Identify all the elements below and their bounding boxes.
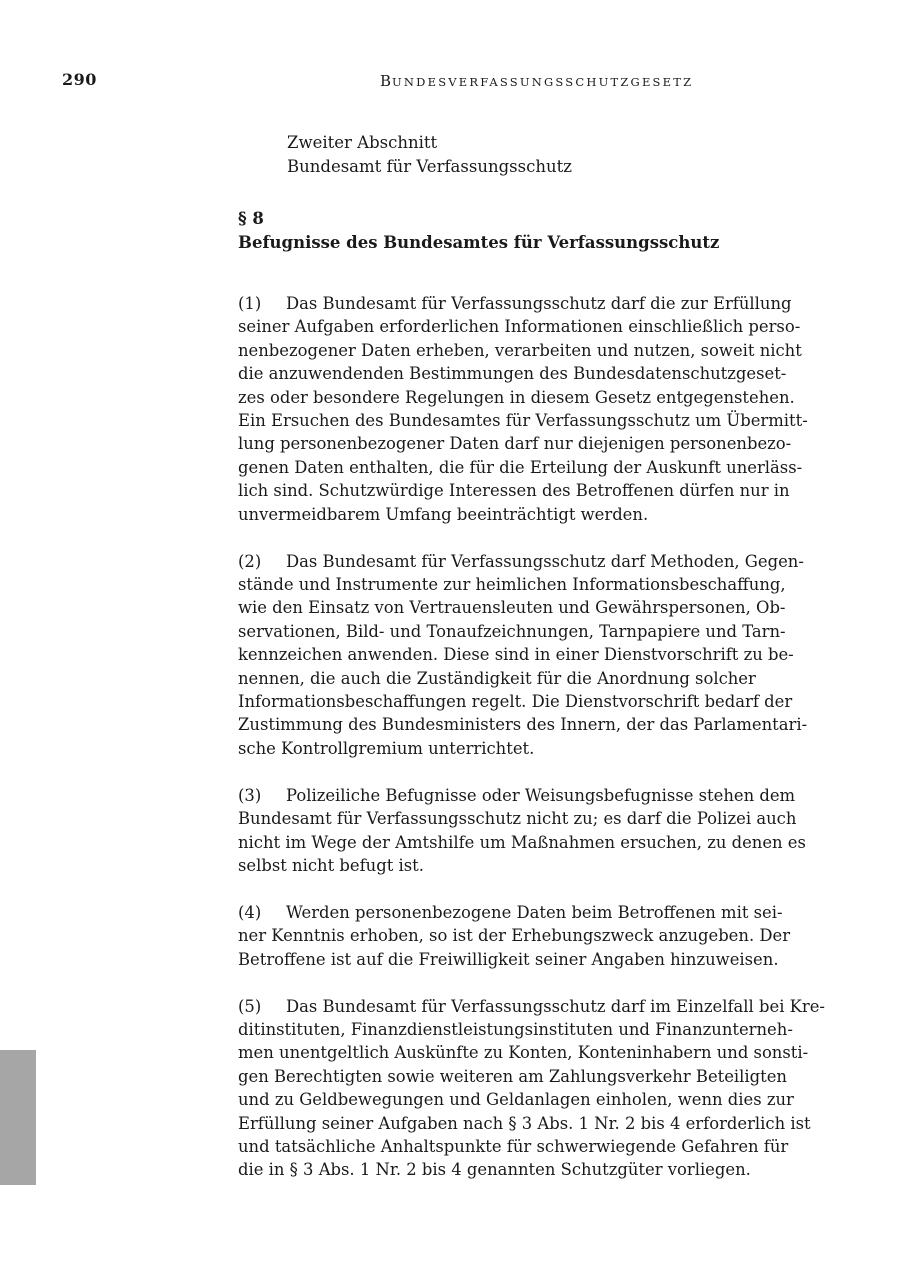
paragraph-line: [238, 409, 808, 432]
paragraph-text: zes oder besondere Regelungen in diesem Gesetz entgegenstehen.: [238, 387, 795, 407]
paragraph-text: Das Bundesamt für Verfassungsschutz darf die zur Erfüllung: [286, 294, 792, 313]
paragraph-text: nennen, die auch die Zuständigkeit für die Anordnung solcher: [238, 668, 756, 688]
running-header: [380, 72, 693, 90]
paragraph-text: Informationsbeschaffungen regelt. Die Dienstvorschrift bedarf der: [238, 692, 793, 711]
paragraph-line: [238, 784, 808, 807]
paragraph-3: [238, 784, 808, 878]
paragraph-text: und zu Geldbewegungen und Geldanlagen einholen, wenn dies zur: [238, 1090, 794, 1110]
paragraph-text: die in § 3 Abs. 1 Nr. 2 bis 4 genannten Schutzgüter vorliegen.: [238, 1160, 751, 1180]
paragraph-text: servationen, Bild- und Tonaufzeichnungen, Tarnpapiere und Tarn-: [238, 621, 786, 641]
paragraph-line: [238, 807, 808, 830]
paragraph-text: seiner Aufgaben erforderlichen Informationen einschließlich perso-: [238, 317, 801, 337]
paragraph-line: [238, 596, 808, 619]
paragraph-text: Erfüllung seiner Aufgaben nach § 3 Abs. 1 Nr. 2 bis 4 erforderlich ist: [238, 1113, 811, 1133]
paragraph-text: und tatsächliche Anhaltspunkte für schwerwiegende Gefahren für: [238, 1137, 789, 1156]
paragraph-line: [238, 620, 808, 643]
paragraph-line: [238, 1158, 808, 1181]
page-number: 290: [62, 70, 97, 89]
paragraph-line: [238, 362, 808, 385]
chapter-heading: [287, 131, 572, 178]
paragraph-line: [238, 550, 808, 573]
paragraph-1: [238, 292, 808, 526]
paragraph-text: stände und Instrumente zur heimlichen Informationsbeschaffung,: [238, 574, 786, 594]
paragraph-5: [238, 995, 825, 1182]
paragraph-text: lung personenbezogener Daten darf nur diejenigen personenbezo-: [238, 434, 792, 454]
paragraph-text: Polizeiliche Befugnisse oder Weisungsbefugnisse stehen dem: [286, 785, 796, 805]
paragraph-text: gen Berechtigten sowie weiteren am Zahlungsverkehr Beteiligten: [238, 1066, 787, 1086]
running-header-rest: UNDESVERFASSUNGSSCHUTZGESETZ: [392, 75, 694, 89]
section-number: § 8: [238, 209, 264, 228]
paragraph-text: sche Kontrollgremium unterrichtet.: [238, 738, 535, 758]
paragraph-line: [238, 643, 808, 666]
paragraph-text: kennzeichen anwenden. Diese sind in einer Dienstvorschrift zu be-: [238, 645, 794, 665]
paragraph-text: ditinstituten, Finanzdienstleistungsinstituten und Finanzunterneh-: [238, 1019, 793, 1039]
paragraph-line: [238, 1041, 808, 1064]
paragraph-text: unvermeidbarem Umfang beeinträchtigt werden.: [238, 504, 649, 524]
paragraph-line: [238, 667, 808, 690]
paragraph-line: [238, 948, 808, 971]
paragraph-line: [238, 432, 808, 455]
paragraph-text: die anzuwendenden Bestimmungen des Bundesdatenschutzgeset-: [238, 364, 787, 384]
paragraph-text: Ein Ersuchen des Bundesamtes für Verfassungsschutz um Übermitt-: [238, 411, 808, 431]
paragraph-line: [238, 1088, 808, 1111]
paragraph-text: Zustimmung des Bundesministers des Innern, der das Parlamentari-: [238, 715, 808, 735]
paragraph-text: ner Kenntnis erhoben, so ist der Erhebungszweck anzugeben. Der: [238, 926, 791, 946]
paragraph-line: [238, 292, 808, 315]
paragraph-line: [238, 479, 808, 502]
paragraph-number: (1): [238, 294, 262, 313]
paragraph-text: lich sind. Schutzwürdige Interessen des Betroffenen dürfen nur in: [238, 481, 790, 501]
paragraph-line: [238, 1135, 808, 1158]
paragraph-line: [238, 924, 808, 947]
paragraph-line: [238, 1112, 811, 1135]
paragraph-line: [238, 901, 808, 924]
side-thumb-tab: [0, 1050, 36, 1185]
paragraph-text: nicht im Wege der Amtshilfe um Maßnahmen ersuchen, zu denen es: [238, 832, 806, 852]
paragraph-line: [238, 690, 808, 713]
paragraph-number: (4): [238, 902, 262, 922]
paragraph-text: Bundesamt für Verfassungsschutz nicht zu; es darf die Polizei auch: [238, 809, 797, 829]
paragraph-2: [238, 550, 808, 761]
chapter-heading-line1: Zweiter Abschnitt: [287, 133, 438, 152]
chapter-heading-line2: Bundesamt für Verfassungsschutz: [287, 156, 572, 176]
paragraph-text: men unentgeltlich Auskünfte zu Konten, Konteninhabern und sonsti-: [238, 1043, 809, 1063]
paragraph-line: [238, 456, 808, 479]
paragraph-line: [238, 713, 808, 736]
paragraph-4: [238, 901, 808, 971]
paragraph-text: Das Bundesamt für Verfassungsschutz darf im Einzelfall bei Kre-: [286, 996, 825, 1016]
paragraph-number: (5): [238, 996, 262, 1016]
paragraph-text: genen Daten enthalten, die für die Erteilung der Auskunft unerläss-: [238, 457, 803, 477]
paragraph-line: [238, 1065, 808, 1088]
paragraph-line: [238, 854, 808, 877]
paragraph-line: [238, 339, 808, 362]
paragraph-text: Werden personenbezogene Daten beim Betroffenen mit sei-: [286, 902, 783, 922]
paragraph-text: Das Bundesamt für Verfassungsschutz darf Methoden, Gegen-: [286, 551, 804, 571]
paragraph-text: Betroffene ist auf die Freiwilligkeit seiner Angaben hinzuweisen.: [238, 949, 779, 969]
paragraph-line: [238, 995, 825, 1018]
section-title: Befugnisse des Bundesamtes für Verfassungsschutz: [238, 233, 720, 252]
paragraph-text: wie den Einsatz von Vertrauensleuten und Gewährspersonen, Ob-: [238, 598, 786, 618]
paragraph-line: [238, 315, 808, 338]
paragraph-number: (2): [238, 551, 262, 571]
section-heading: [238, 207, 719, 255]
paragraph-line: [238, 831, 808, 854]
paragraph-line: [238, 386, 808, 409]
paragraph-text: selbst nicht befugt ist.: [238, 855, 424, 875]
paragraph-text: nenbezogener Daten erheben, verarbeiten und nutzen, soweit nicht: [238, 340, 802, 360]
running-header-initial: B: [380, 72, 393, 90]
paragraph-line: [238, 503, 808, 526]
paragraph-number: (3): [238, 785, 262, 805]
paragraph-line: [238, 1018, 808, 1041]
paragraph-line: [238, 573, 808, 596]
paragraph-list: [238, 292, 825, 1205]
paragraph-line: [238, 737, 808, 760]
